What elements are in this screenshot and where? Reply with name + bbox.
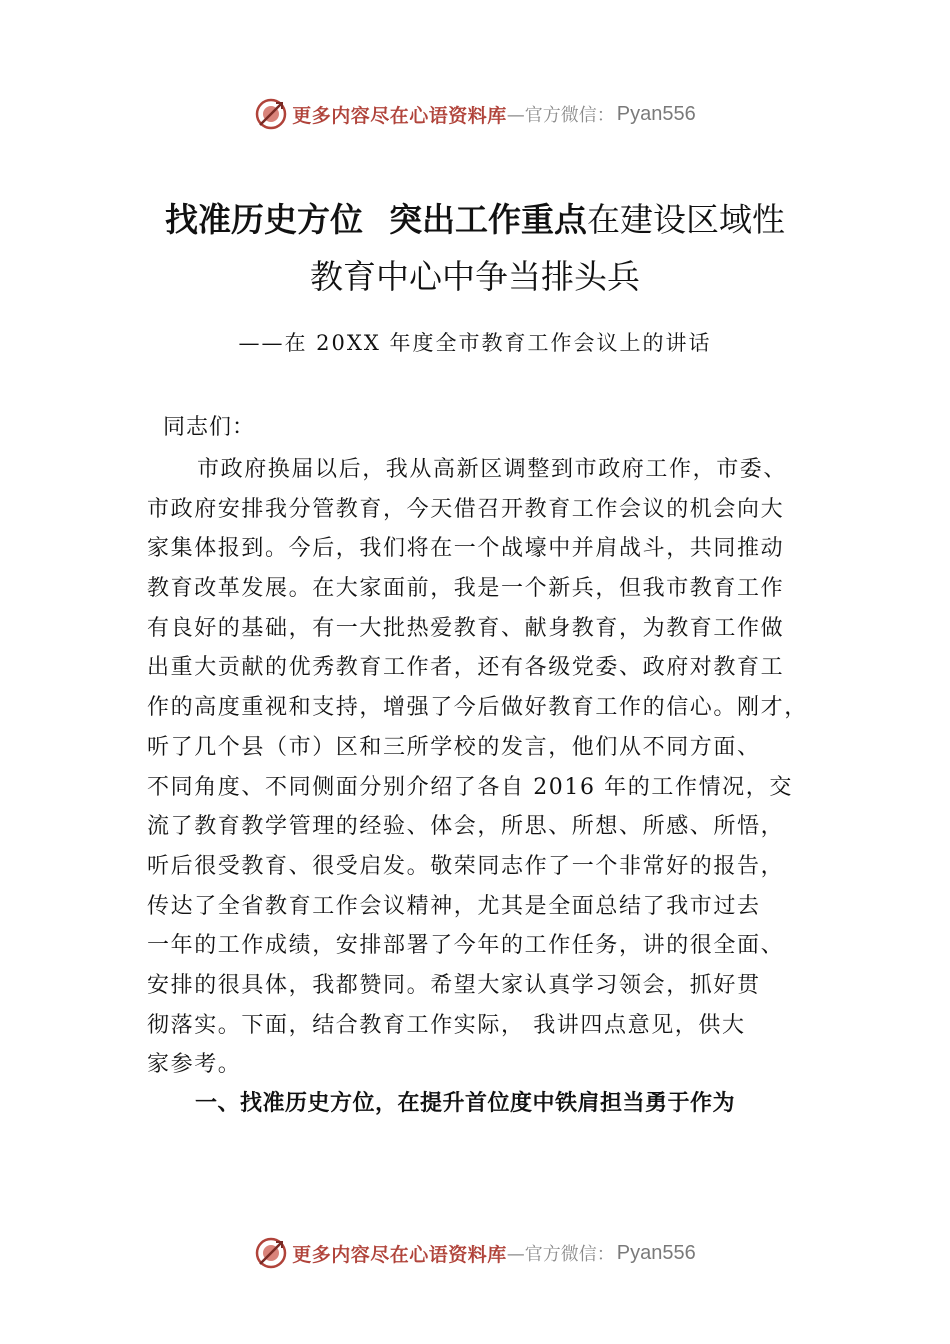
body-line: 有良好的基础，有一大批热爱教育、献身教育，为教育工作做 [147,615,785,641]
body-line: 听后很受教育、很受启发。敬荣同志作了一个非常好的报告， [147,853,785,879]
greeting: 同志们： [163,415,256,440]
title-normal-part: 在建设区域性 [587,200,785,239]
watermark-separator: —官方微信： [506,1244,615,1265]
body-paragraph [147,450,847,1085]
body-line: 流了教育教学管理的经验、体会，所思、所想、所感、所悟， [147,814,785,840]
body-line: 彻落实。下面，结合教育工作实际， 我讲四点意见，供大 [147,1012,746,1038]
body-line: 出重大贡献的优秀教育工作者，还有各级党委、政府对教育工 [147,655,785,681]
document-title-line2: 教育中心中争当排头兵 [310,257,640,296]
section-heading-1: 一、找准历史方位，在提升首位度中铁肩担当勇于作为 [195,1091,736,1116]
body-line: 家集体报到。今后，我们将在一个战壕中并肩战斗，共同推动 [147,536,785,562]
body-line: 安排的很具体，我都赞同。希望大家认真学习领会，抓好贯 [147,972,761,998]
body-line: 教育改革发展。在大家面前，我是一个新兵，但我市教育工作 [147,576,785,602]
body-line: 家参考。 [147,1052,242,1078]
body-line: 作的高度重视和支持，增强了今后做好教育工作的信心。刚才， [147,695,808,721]
brand-logo-icon [254,97,288,131]
body-line: 一年的工作成绩，安排部署了今年的工作任务，讲的很全面、 [147,933,785,959]
body-line: 市政府换届以后，我从高新区调整到市政府工作，市委、 [197,457,788,482]
watermark-separator: —官方微信： [506,105,615,126]
watermark-id: Pyan556 [616,1241,696,1264]
watermark-banner-bottom [0,1233,950,1273]
watermark-text: 更多内容尽在心语资料库 [292,104,507,127]
title-bold-part1: 找准历史方位 [165,200,363,239]
document-subtitle: ——在 20XX 年度全市教育工作会议上的讲话 [238,331,712,355]
body-line: 传达了全省教育工作会议精神，尤其是全面总结了我市过去 [147,893,761,919]
body-line: 听了几个县（市）区和三所学校的发言，他们从不同方面、 [147,734,761,760]
watermark-text: 更多内容尽在心语资料库 [292,1243,507,1266]
document-title-line1 [0,195,950,245]
body-line: 不同角度、不同侧面分别介绍了各自 2016 年的工作情况，交 [147,774,793,800]
body-line: 市政府安排我分管教育，今天借召开教育工作会议的机会向大 [147,496,785,522]
brand-logo-icon [254,1236,288,1270]
watermark-banner-top [0,94,950,134]
title-bold-part2: 突出工作重点 [389,200,587,239]
watermark-id: Pyan556 [616,102,696,125]
